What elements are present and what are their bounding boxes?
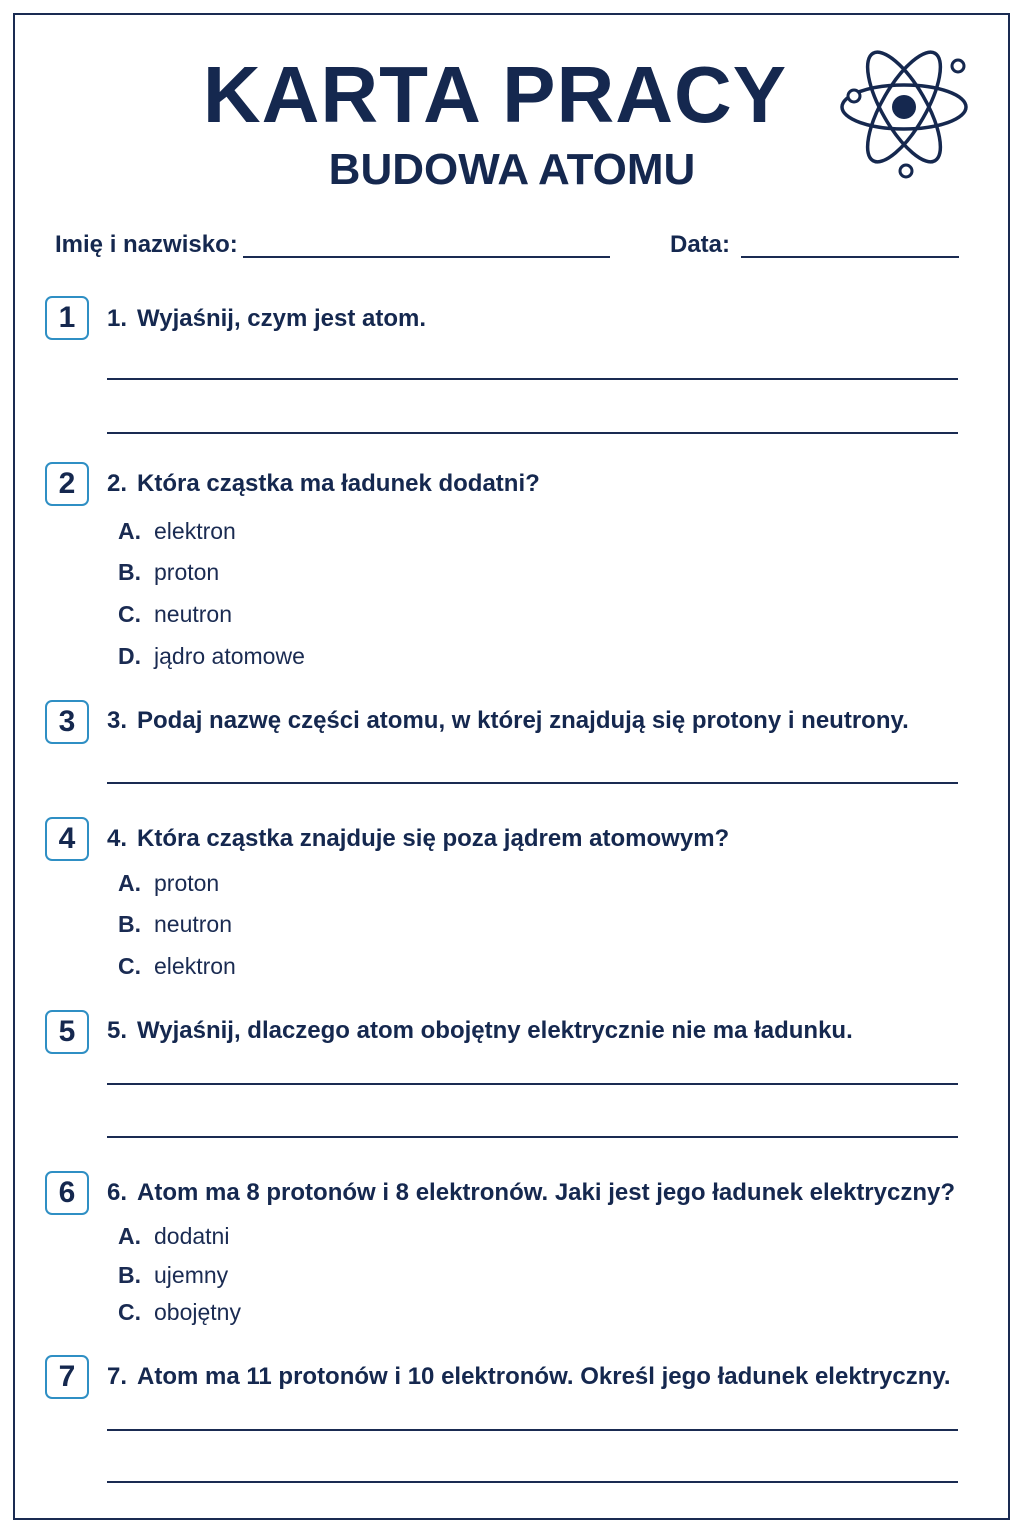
option-letter: B.: [118, 559, 141, 585]
question-badge: 7: [45, 1355, 89, 1399]
answer-option[interactable]: [118, 910, 232, 938]
option-text: neutron: [154, 911, 233, 937]
option-text: neutron: [154, 601, 233, 627]
question-badge: 3: [45, 700, 89, 744]
worksheet-subtitle: BUDOWA ATOMU: [328, 145, 696, 194]
option-letter: C.: [118, 601, 141, 627]
option-letter: D.: [118, 643, 141, 669]
question-text: [107, 1178, 955, 1208]
question-prompt: Atom ma 11 protonów i 10 elektronów. Określ jego ładunek elektryczny.: [137, 1363, 951, 1390]
question-prompt: Która cząstka znajduje się poza jądrem atomowym?: [137, 825, 730, 852]
question-number: 1.: [107, 305, 128, 332]
answer-option[interactable]: [118, 600, 232, 628]
option-letter: C.: [118, 1299, 141, 1325]
answer-option[interactable]: [118, 642, 305, 670]
answer-line[interactable]: [107, 782, 958, 784]
question-badge: 5: [45, 1010, 89, 1054]
option-letter: A.: [118, 870, 141, 896]
question-number: 3.: [107, 707, 128, 734]
name-input-line[interactable]: [243, 256, 610, 258]
question-text: [107, 1362, 951, 1392]
question-prompt: Atom ma 8 protonów i 8 elektronów. Jaki jest jego ładunek elektryczny?: [137, 1179, 956, 1206]
question-number: 5.: [107, 1017, 128, 1044]
option-letter: C.: [118, 953, 141, 979]
question-badge: 4: [45, 817, 89, 861]
question-prompt: Która cząstka ma ładunek dodatni?: [137, 470, 540, 497]
question-number: 4.: [107, 825, 128, 852]
question-text: [107, 824, 729, 854]
answer-option[interactable]: [118, 1222, 229, 1250]
option-letter: A.: [118, 518, 141, 544]
answer-line[interactable]: [107, 1083, 958, 1085]
question-text: [107, 469, 540, 499]
option-text: dodatni: [154, 1223, 230, 1249]
answer-line[interactable]: [107, 378, 958, 380]
option-text: proton: [154, 559, 220, 585]
option-text: proton: [154, 870, 220, 896]
name-label: Imię i nazwisko:: [55, 231, 238, 258]
answer-option[interactable]: [118, 952, 236, 980]
date-label: Data:: [670, 231, 731, 258]
question-text: [107, 706, 909, 736]
option-text: obojętny: [154, 1299, 241, 1325]
question-badge: 2: [45, 462, 89, 506]
question-text: [107, 1016, 853, 1046]
question-prompt: Wyjaśnij, czym jest atom.: [137, 305, 427, 332]
option-text: elektron: [154, 518, 236, 544]
question-number: 6.: [107, 1179, 128, 1206]
answer-line[interactable]: [107, 432, 958, 434]
answer-line[interactable]: [107, 1481, 958, 1483]
question-prompt: Wyjaśnij, dlaczego atom obojętny elektrycznie nie ma ładunku.: [137, 1017, 853, 1044]
option-text: ujemny: [154, 1262, 229, 1288]
answer-option[interactable]: [118, 1261, 228, 1289]
option-letter: A.: [118, 1223, 141, 1249]
option-text: jądro atomowe: [154, 643, 305, 669]
question-badge: 1: [45, 296, 89, 340]
option-letter: B.: [118, 1262, 141, 1288]
question-badge: 6: [45, 1171, 89, 1215]
answer-line[interactable]: [107, 1136, 958, 1138]
answer-option[interactable]: [118, 517, 236, 545]
date-input-line[interactable]: [741, 256, 959, 258]
answer-line[interactable]: [107, 1429, 958, 1431]
answer-option[interactable]: [118, 1298, 241, 1326]
worksheet-title: KARTA PRACY: [202, 50, 788, 139]
answer-option[interactable]: [118, 558, 219, 586]
question-number: 2.: [107, 470, 128, 497]
answer-option[interactable]: [118, 869, 219, 897]
question-number: 7.: [107, 1363, 128, 1390]
question-prompt: Podaj nazwę części atomu, w której znajdują się protony i neutrony.: [137, 707, 909, 734]
option-text: elektron: [154, 953, 236, 979]
atom-icon: [838, 34, 970, 180]
option-letter: B.: [118, 911, 141, 937]
question-text: [107, 304, 426, 334]
